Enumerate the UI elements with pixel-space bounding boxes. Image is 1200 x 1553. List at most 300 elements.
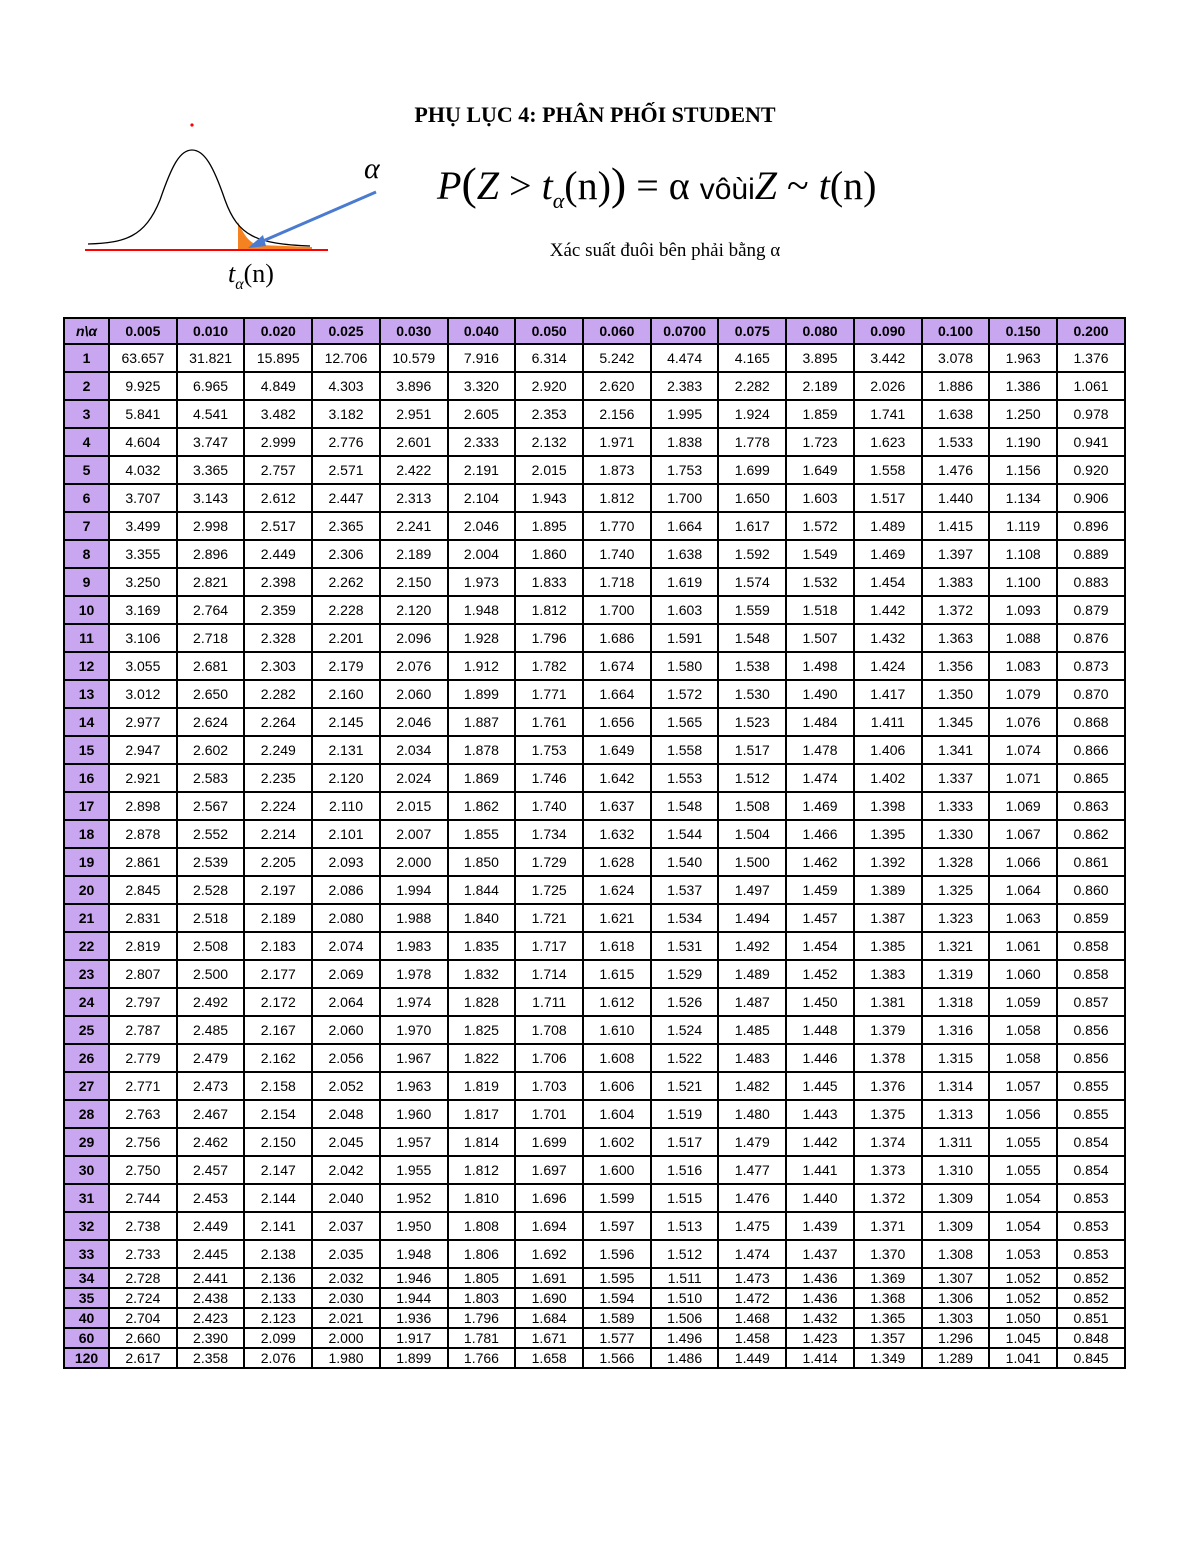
critical-value-cell: 2.228: [312, 596, 380, 624]
critical-value-cell: 3.078: [922, 344, 990, 372]
table-row: [64, 932, 1125, 960]
df-cell: 7: [64, 512, 109, 540]
table-row: [64, 1016, 1125, 1044]
critical-value-cell: 1.684: [515, 1308, 583, 1328]
critical-value-cell: 2.353: [515, 400, 583, 428]
critical-value-cell: 1.487: [718, 988, 786, 1016]
critical-value-cell: 1.533: [922, 428, 990, 456]
critical-value-cell: 2.282: [718, 372, 786, 400]
critical-value-cell: 1.385: [854, 932, 922, 960]
critical-value-cell: 1.506: [651, 1308, 719, 1328]
table-row: [64, 1072, 1125, 1100]
df-cell: 34: [64, 1268, 109, 1288]
critical-value-cell: 1.810: [448, 1184, 516, 1212]
critical-value-cell: 1.674: [583, 652, 651, 680]
critical-value-cell: 2.069: [312, 960, 380, 988]
critical-value-cell: 0.920: [1057, 456, 1125, 484]
critical-value-cell: 1.540: [651, 848, 719, 876]
critical-value-cell: 1.379: [854, 1016, 922, 1044]
critical-value-cell: 0.856: [1057, 1044, 1125, 1072]
critical-value-cell: 1.489: [854, 512, 922, 540]
critical-value-cell: 1.055: [989, 1156, 1057, 1184]
critical-value-cell: 2.141: [244, 1212, 312, 1240]
critical-value-cell: 0.852: [1057, 1268, 1125, 1288]
critical-value-cell: 1.553: [651, 764, 719, 792]
critical-value-cell: 3.055: [109, 652, 177, 680]
critical-value-cell: 2.214: [244, 820, 312, 848]
df-cell: 9: [64, 568, 109, 596]
critical-value-cell: 1.494: [718, 904, 786, 932]
critical-value-cell: 2.179: [312, 652, 380, 680]
critical-value-cell: 1.392: [854, 848, 922, 876]
critical-value-cell: 1.606: [583, 1072, 651, 1100]
critical-value-cell: 2.457: [177, 1156, 245, 1184]
critical-value-cell: 1.058: [989, 1044, 1057, 1072]
critical-value-cell: 1.469: [786, 792, 854, 820]
table-row: [64, 568, 1125, 596]
critical-value-cell: 2.189: [244, 904, 312, 932]
critical-value-cell: 1.074: [989, 736, 1057, 764]
critical-value-cell: 1.649: [583, 736, 651, 764]
critical-value-cell: 1.319: [922, 960, 990, 988]
critical-value-cell: 1.058: [989, 1016, 1057, 1044]
critical-value-cell: 1.980: [312, 1348, 380, 1368]
alpha-header: 0.100: [922, 318, 990, 344]
critical-value-cell: 3.182: [312, 400, 380, 428]
table-row: [64, 1348, 1125, 1368]
critical-value-cell: 1.782: [515, 652, 583, 680]
critical-value-cell: 1.844: [448, 876, 516, 904]
critical-value-cell: 2.449: [177, 1212, 245, 1240]
critical-value-cell: 2.160: [312, 680, 380, 708]
critical-value-cell: 1.690: [515, 1288, 583, 1308]
alpha-header: 0.075: [718, 318, 786, 344]
critical-value-cell: 7.916: [448, 344, 516, 372]
alpha-label: α: [364, 152, 380, 185]
df-cell: 33: [64, 1240, 109, 1268]
critical-value-cell: 1.383: [922, 568, 990, 596]
df-cell: 10: [64, 596, 109, 624]
table-row: [64, 1328, 1125, 1348]
critical-value-cell: 1.415: [922, 512, 990, 540]
critical-value-cell: 1.363: [922, 624, 990, 652]
table-row: [64, 820, 1125, 848]
critical-value-cell: 2.660: [109, 1328, 177, 1348]
critical-value-cell: 1.485: [718, 1016, 786, 1044]
critical-value-cell: 3.895: [786, 344, 854, 372]
critical-value-cell: 0.879: [1057, 596, 1125, 624]
critical-value-cell: 1.061: [1057, 372, 1125, 400]
critical-value-cell: 1.971: [583, 428, 651, 456]
critical-value-cell: 1.100: [989, 568, 1057, 596]
critical-value-cell: 4.303: [312, 372, 380, 400]
critical-value-cell: 2.076: [380, 652, 448, 680]
critical-value-cell: 2.064: [312, 988, 380, 1016]
critical-value-cell: 1.474: [718, 1240, 786, 1268]
critical-value-cell: 0.851: [1057, 1308, 1125, 1328]
critical-value-cell: 3.169: [109, 596, 177, 624]
critical-value-cell: 1.946: [380, 1268, 448, 1288]
critical-value-cell: 1.063: [989, 904, 1057, 932]
critical-value-cell: 2.473: [177, 1072, 245, 1100]
critical-value-cell: 4.165: [718, 344, 786, 372]
critical-value-cell: 2.681: [177, 652, 245, 680]
critical-value-cell: 2.485: [177, 1016, 245, 1044]
critical-value-cell: 1.612: [583, 988, 651, 1016]
critical-value-cell: 2.306: [312, 540, 380, 568]
critical-value-cell: 1.819: [448, 1072, 516, 1100]
critical-value-cell: 2.462: [177, 1128, 245, 1156]
table-row: [64, 1156, 1125, 1184]
critical-value-cell: 1.512: [718, 764, 786, 792]
critical-value-cell: 1.518: [786, 596, 854, 624]
critical-value-cell: 1.411: [854, 708, 922, 736]
critical-value-cell: 1.472: [718, 1288, 786, 1308]
critical-value-cell: 2.539: [177, 848, 245, 876]
critical-value-cell: 1.700: [583, 596, 651, 624]
table-row: [64, 344, 1125, 372]
df-cell: 60: [64, 1328, 109, 1348]
critical-value-cell: 1.490: [786, 680, 854, 708]
critical-value-cell: 1.565: [651, 708, 719, 736]
critical-value-cell: 1.504: [718, 820, 786, 848]
critical-value-cell: 1.796: [448, 1308, 516, 1328]
critical-value-cell: 1.513: [651, 1212, 719, 1240]
critical-value-cell: 2.235: [244, 764, 312, 792]
critical-value-cell: 1.604: [583, 1100, 651, 1128]
critical-value-cell: 2.099: [244, 1328, 312, 1348]
critical-value-cell: 2.133: [244, 1288, 312, 1308]
critical-value-cell: 1.817: [448, 1100, 516, 1128]
table-row: [64, 1044, 1125, 1072]
critical-value-cell: 2.086: [312, 876, 380, 904]
critical-value-cell: 2.441: [177, 1268, 245, 1288]
critical-value-cell: 1.526: [651, 988, 719, 1016]
critical-value-cell: 1.623: [854, 428, 922, 456]
critical-value-cell: 1.315: [922, 1044, 990, 1072]
critical-value-cell: 1.378: [854, 1044, 922, 1072]
critical-value-cell: 1.468: [718, 1308, 786, 1328]
critical-value-cell: 1.496: [651, 1328, 719, 1348]
critical-value-cell: 1.437: [786, 1240, 854, 1268]
critical-value-cell: 1.119: [989, 512, 1057, 540]
critical-value-cell: 0.876: [1057, 624, 1125, 652]
critical-value-cell: 2.000: [312, 1328, 380, 1348]
critical-value-cell: 0.857: [1057, 988, 1125, 1016]
critical-value-cell: 1.994: [380, 876, 448, 904]
critical-value-cell: 1.714: [515, 960, 583, 988]
critical-value-cell: 1.699: [718, 456, 786, 484]
critical-value-cell: 1.887: [448, 708, 516, 736]
critical-value-cell: 1.615: [583, 960, 651, 988]
critical-value-cell: 1.766: [448, 1348, 516, 1368]
critical-value-cell: 1.723: [786, 428, 854, 456]
critical-value-cell: 1.955: [380, 1156, 448, 1184]
critical-value-cell: 1.960: [380, 1100, 448, 1128]
table-row: [64, 988, 1125, 1016]
critical-value-cell: 1.957: [380, 1128, 448, 1156]
table-row: [64, 428, 1125, 456]
student-t-table: [63, 317, 1126, 1369]
alpha-header: 0.025: [312, 318, 380, 344]
df-cell: 28: [64, 1100, 109, 1128]
critical-value-cell: 2.518: [177, 904, 245, 932]
critical-value-cell: 1.855: [448, 820, 516, 848]
critical-value-cell: 2.138: [244, 1240, 312, 1268]
critical-value-cell: 2.052: [312, 1072, 380, 1100]
critical-value-cell: 1.532: [786, 568, 854, 596]
critical-value-cell: 2.241: [380, 512, 448, 540]
critical-value-cell: 1.859: [786, 400, 854, 428]
critical-value-cell: 2.508: [177, 932, 245, 960]
critical-value-cell: 2.156: [583, 400, 651, 428]
critical-value-cell: 2.724: [109, 1288, 177, 1308]
critical-value-cell: 1.517: [854, 484, 922, 512]
critical-value-cell: 1.721: [515, 904, 583, 932]
critical-value-cell: 1.440: [786, 1184, 854, 1212]
critical-value-cell: 2.046: [380, 708, 448, 736]
critical-value-cell: 2.034: [380, 736, 448, 764]
critical-value-cell: 2.383: [651, 372, 719, 400]
critical-value-cell: 1.899: [448, 680, 516, 708]
critical-value-cell: 1.637: [583, 792, 651, 820]
critical-value-cell: 1.512: [651, 1240, 719, 1268]
df-cell: 4: [64, 428, 109, 456]
critical-value-cell: 5.841: [109, 400, 177, 428]
critical-value-cell: 1.054: [989, 1212, 1057, 1240]
critical-value-cell: 3.012: [109, 680, 177, 708]
critical-value-cell: 4.474: [651, 344, 719, 372]
critical-value-cell: 1.708: [515, 1016, 583, 1044]
critical-value-cell: 1.376: [854, 1072, 922, 1100]
critical-value-cell: 2.650: [177, 680, 245, 708]
critical-value-cell: 1.333: [922, 792, 990, 820]
alpha-arrow: [256, 192, 376, 244]
critical-value-cell: 2.056: [312, 1044, 380, 1072]
critical-value-cell: 12.706: [312, 344, 380, 372]
critical-value-cell: 1.398: [854, 792, 922, 820]
critical-value-cell: 1.381: [854, 988, 922, 1016]
critical-value-cell: 1.454: [854, 568, 922, 596]
critical-value-cell: 2.764: [177, 596, 245, 624]
critical-value-cell: 1.365: [854, 1308, 922, 1328]
alpha-header: 0.050: [515, 318, 583, 344]
critical-value-cell: 2.189: [786, 372, 854, 400]
critical-value-cell: 1.944: [380, 1288, 448, 1308]
critical-value-cell: 1.323: [922, 904, 990, 932]
df-cell: 26: [64, 1044, 109, 1072]
critical-value-cell: 1.458: [718, 1328, 786, 1348]
critical-value-cell: 2.763: [109, 1100, 177, 1128]
critical-value-cell: 0.906: [1057, 484, 1125, 512]
table-row: [64, 540, 1125, 568]
critical-value-cell: 3.747: [177, 428, 245, 456]
critical-value-cell: 3.250: [109, 568, 177, 596]
df-cell: 18: [64, 820, 109, 848]
critical-value-cell: 1.054: [989, 1184, 1057, 1212]
df-cell: 35: [64, 1288, 109, 1308]
critical-value-cell: 1.483: [718, 1044, 786, 1072]
critical-value-cell: 1.341: [922, 736, 990, 764]
critical-value-cell: 1.963: [380, 1072, 448, 1100]
critical-value-cell: 2.744: [109, 1184, 177, 1212]
critical-value-cell: 1.466: [786, 820, 854, 848]
critical-value-cell: 2.567: [177, 792, 245, 820]
critical-value-cell: 1.441: [786, 1156, 854, 1184]
critical-value-cell: 1.375: [854, 1100, 922, 1128]
critical-value-cell: 2.015: [515, 456, 583, 484]
critical-value-cell: 1.753: [651, 456, 719, 484]
table-row: [64, 792, 1125, 820]
critical-value-cell: 1.060: [989, 960, 1057, 988]
critical-value-cell: 1.621: [583, 904, 651, 932]
critical-value-cell: 1.457: [786, 904, 854, 932]
critical-value-cell: 1.833: [515, 568, 583, 596]
critical-value-cell: 1.701: [515, 1100, 583, 1128]
critical-value-cell: 1.597: [583, 1212, 651, 1240]
df-cell: 24: [64, 988, 109, 1016]
critical-value-cell: 0.852: [1057, 1288, 1125, 1308]
table-row: [64, 1184, 1125, 1212]
critical-value-cell: 2.757: [244, 456, 312, 484]
critical-value-cell: 2.076: [244, 1348, 312, 1368]
critical-value-cell: 0.855: [1057, 1072, 1125, 1100]
critical-value-cell: 1.250: [989, 400, 1057, 428]
critical-value-cell: 1.642: [583, 764, 651, 792]
critical-value-cell: 1.778: [718, 428, 786, 456]
critical-value-cell: 1.492: [718, 932, 786, 960]
critical-value-cell: 1.812: [515, 596, 583, 624]
critical-value-cell: 1.376: [1057, 344, 1125, 372]
critical-value-cell: 3.355: [109, 540, 177, 568]
critical-value-cell: 2.154: [244, 1100, 312, 1128]
critical-value-cell: 1.664: [651, 512, 719, 540]
df-cell: 12: [64, 652, 109, 680]
critical-value-cell: 1.619: [651, 568, 719, 596]
critical-value-cell: 1.055: [989, 1128, 1057, 1156]
critical-value-cell: 0.853: [1057, 1212, 1125, 1240]
critical-value-cell: 1.313: [922, 1100, 990, 1128]
critical-value-cell: 1.974: [380, 988, 448, 1016]
critical-value-cell: 2.492: [177, 988, 245, 1016]
critical-value-cell: 2.920: [515, 372, 583, 400]
critical-value-cell: 0.865: [1057, 764, 1125, 792]
critical-value-cell: 1.628: [583, 848, 651, 876]
table-body: [64, 344, 1125, 1368]
critical-value-cell: 2.303: [244, 652, 312, 680]
critical-value-cell: 1.814: [448, 1128, 516, 1156]
critical-value-cell: 1.397: [922, 540, 990, 568]
critical-value-cell: 2.205: [244, 848, 312, 876]
critical-value-cell: 1.594: [583, 1288, 651, 1308]
critical-value-cell: 1.544: [651, 820, 719, 848]
critical-value-cell: 0.861: [1057, 848, 1125, 876]
critical-value-cell: 1.943: [515, 484, 583, 512]
critical-value-cell: 2.042: [312, 1156, 380, 1184]
critical-value-cell: 2.032: [312, 1268, 380, 1288]
critical-value-cell: 1.402: [854, 764, 922, 792]
critical-value-cell: 0.853: [1057, 1240, 1125, 1268]
critical-value-cell: 1.156: [989, 456, 1057, 484]
critical-value-cell: 2.007: [380, 820, 448, 848]
table-row: [64, 372, 1125, 400]
critical-value-cell: 1.309: [922, 1184, 990, 1212]
critical-value-cell: 1.440: [922, 484, 990, 512]
critical-value-cell: 0.858: [1057, 960, 1125, 988]
critical-value-cell: 2.467: [177, 1100, 245, 1128]
critical-value-cell: 1.508: [718, 792, 786, 820]
table-row: [64, 764, 1125, 792]
critical-value-cell: 1.064: [989, 876, 1057, 904]
critical-value-cell: 1.475: [718, 1212, 786, 1240]
critical-value-cell: 1.828: [448, 988, 516, 1016]
critical-value-cell: 1.052: [989, 1268, 1057, 1288]
critical-value-cell: 1.478: [786, 736, 854, 764]
table-row: [64, 1308, 1125, 1328]
critical-value-cell: 1.521: [651, 1072, 719, 1100]
critical-value-cell: 2.878: [109, 820, 177, 848]
critical-value-cell: 1.580: [651, 652, 719, 680]
critical-value-cell: 2.189: [380, 540, 448, 568]
table-row: [64, 1240, 1125, 1268]
df-cell: 8: [64, 540, 109, 568]
critical-value-cell: 1.988: [380, 904, 448, 932]
critical-value-cell: 2.046: [448, 512, 516, 540]
critical-value-cell: 2.771: [109, 1072, 177, 1100]
critical-value-cell: 1.822: [448, 1044, 516, 1072]
critical-value-cell: 2.026: [854, 372, 922, 400]
t-alpha-label: $t_\alpha(n)$: [228, 259, 274, 293]
critical-value-cell: 2.390: [177, 1328, 245, 1348]
critical-value-cell: 1.423: [786, 1328, 854, 1348]
table-row: [64, 1268, 1125, 1288]
critical-value-cell: 2.620: [583, 372, 651, 400]
critical-value-cell: 2.333: [448, 428, 516, 456]
critical-value-cell: 2.264: [244, 708, 312, 736]
critical-value-cell: 2.453: [177, 1184, 245, 1212]
critical-value-cell: 1.638: [922, 400, 990, 428]
critical-value-cell: 1.995: [651, 400, 719, 428]
critical-value-cell: 1.306: [922, 1288, 990, 1308]
df-cell: 5: [64, 456, 109, 484]
critical-value-cell: 1.321: [922, 932, 990, 960]
critical-value-cell: 1.703: [515, 1072, 583, 1100]
critical-value-cell: 1.314: [922, 1072, 990, 1100]
critical-value-cell: 1.436: [786, 1288, 854, 1308]
critical-value-cell: 0.862: [1057, 820, 1125, 848]
alpha-header: 0.200: [1057, 318, 1125, 344]
table-row: [64, 484, 1125, 512]
critical-value-cell: 1.477: [718, 1156, 786, 1184]
critical-value-cell: 1.577: [583, 1328, 651, 1348]
critical-value-cell: 1.761: [515, 708, 583, 736]
critical-value-cell: 1.718: [583, 568, 651, 596]
critical-value-cell: 1.574: [718, 568, 786, 596]
critical-value-cell: 0.941: [1057, 428, 1125, 456]
critical-value-cell: 1.948: [380, 1240, 448, 1268]
critical-value-cell: 3.365: [177, 456, 245, 484]
critical-value-cell: 1.656: [583, 708, 651, 736]
critical-value-cell: 1.781: [448, 1328, 516, 1348]
critical-value-cell: 2.080: [312, 904, 380, 932]
table-row: [64, 960, 1125, 988]
critical-value-cell: 1.445: [786, 1072, 854, 1100]
critical-value-cell: 2.172: [244, 988, 312, 1016]
critical-value-cell: 2.015: [380, 792, 448, 820]
critical-value-cell: 2.438: [177, 1288, 245, 1308]
critical-value-cell: 1.771: [515, 680, 583, 708]
caption: Xác suất đuôi bên phải bằng α: [549, 240, 781, 261]
